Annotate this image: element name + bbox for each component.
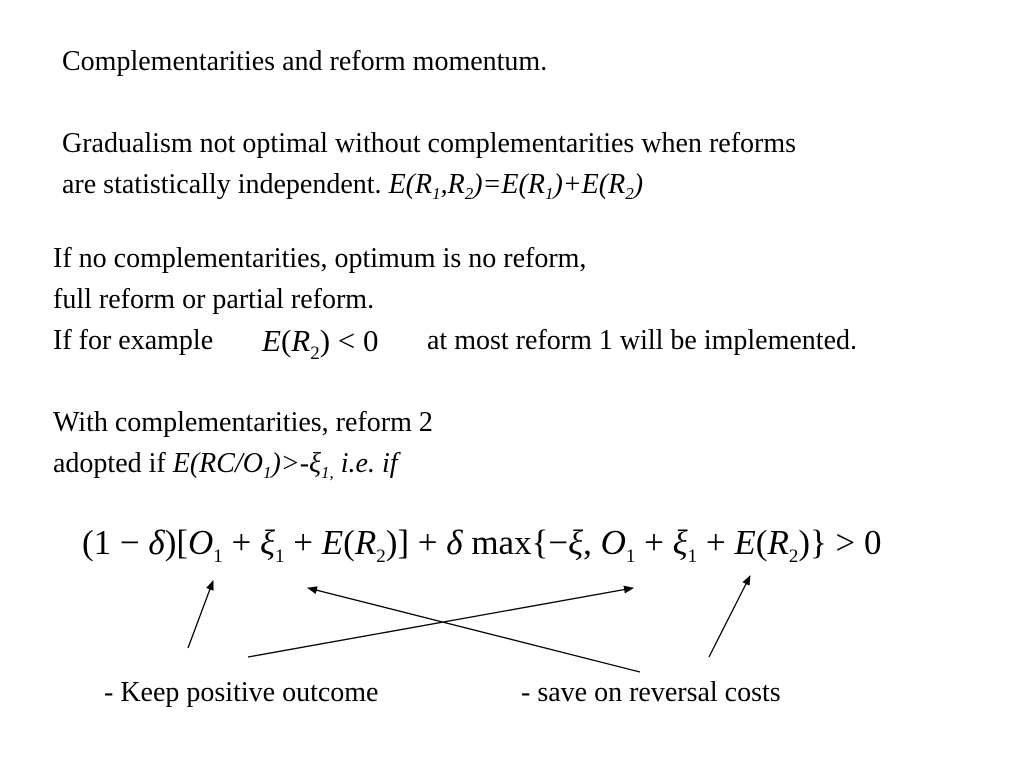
example-suffix: at most reform 1 will be implemented.	[427, 325, 858, 356]
arrow-keep-to-xi2	[248, 588, 633, 657]
main-formula: $(1 - \delta)[O_1 + \xi_1 + E(R_2)] + \delta$ max{−ξ, $O_1 + \xi_1 + E(R_2)\} > 0$	[82, 523, 882, 567]
independence-equation: $E(R_1,R_2)=E(R_1)+E(R_2)$	[388, 169, 644, 203]
gradualism-line-1: Gradualism not optimal without complementarities when reforms	[62, 128, 797, 159]
no-complementarities-line-2: full reform or partial reform.	[53, 284, 375, 315]
arrow-keep-to-o1	[188, 581, 213, 648]
complementarities-line-2: adopted if $E(RC/O_1)>-\xi_{1,}$ i.e. if	[53, 448, 398, 482]
arrow-save-to-xi3	[709, 576, 750, 657]
keep-positive-outcome-label: - Keep positive outcome	[104, 677, 379, 708]
example-prefix: If for example	[53, 325, 214, 356]
adoption-condition: $E(RC/O_1)>-\xi_{1,}$ i.e. if	[165, 448, 398, 482]
no-complementarities-line-1: If no complementarities, optimum is no reform,	[53, 243, 587, 274]
complementarities-line-1: With complementarities, reform 2	[53, 407, 433, 438]
save-reversal-costs-label: - save on reversal costs	[521, 677, 781, 708]
slide-title: Complementarities and reform momentum.	[62, 46, 548, 77]
arrow-save-to-xi1	[308, 588, 640, 672]
inline-math-condition: $E(R_2) < 0$	[262, 323, 379, 364]
independence-text: are statistically independent.	[62, 169, 382, 200]
